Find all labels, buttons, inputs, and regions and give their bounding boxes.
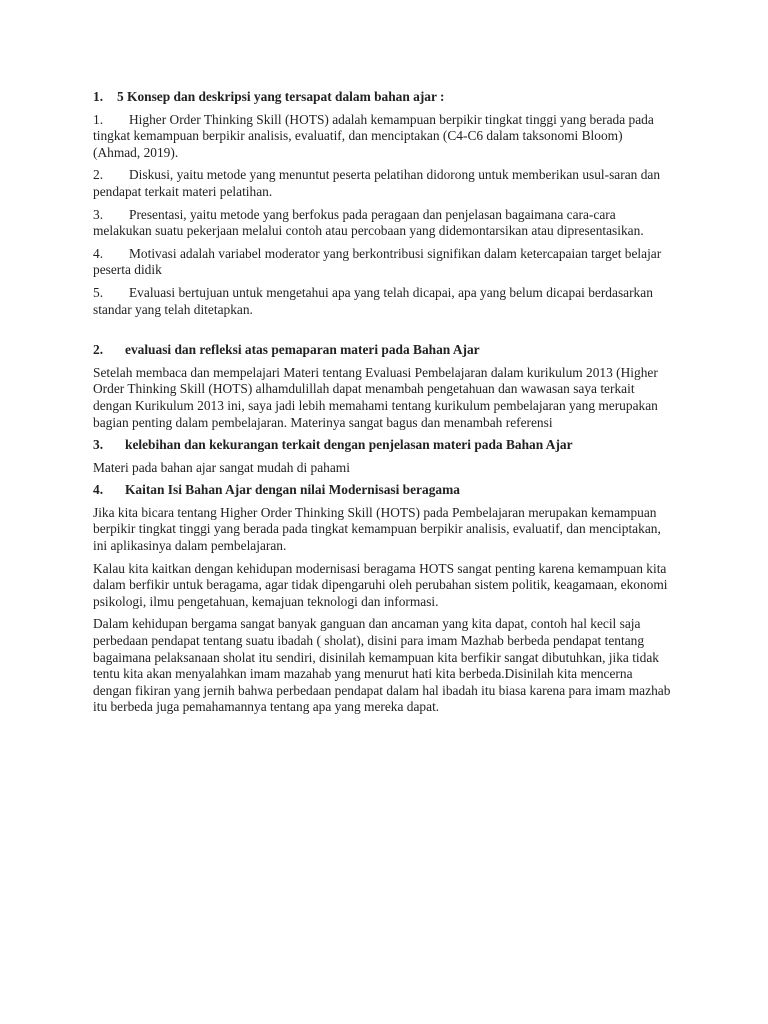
section-1-heading [93,89,673,106]
section-4-paragraph: Dalam kehidupan bergama sangat banyak ganguan dan ancaman yang kita dapat, contoh hal kecil saja perbedaan pendapat tentang suatu ibadah ( sholat), disini para imam Mazhab berbeda pendapat tentang bagaimana pelaksanaan sholat itu sendiri, disinilah kemampuan kita berfikir sangat dibutuhkan, jika tidak tentu kita akan menyalahkan imam mazahab yang menurut hati kita berbeda.Disinilah kita mencerna dengan fikiran yang jernih bahwa perbedaan pendapat dalam hal ibadah itu biasa karena para imam mazhab itu berbeda juga pemahamannya tentang apa yang mereka dapat. [93,616,671,715]
section-4-heading [93,482,673,499]
list-item-text: Presentasi, yaitu metode yang berfokus pada peragaan dan penjelasan bagaimana cara-cara melakukan suatu pekerjaan melalui contoh atau percobaan yang didemontarsikan atau dipresentasikan. [93,206,644,239]
list-item [93,207,673,240]
list-item [93,112,673,162]
section-number: 4. [93,482,104,498]
section-title: 5 Konsep dan deskripsi yang tersapat dalam bahan ajar : [117,89,445,104]
list-item-text: Motivasi adalah variabel moderator yang berkontribusi signifikan dalam ketercapaian target belajar peserta didik [93,245,662,278]
list-item-number: 2. [93,167,104,183]
section-title: evaluasi dan refleksi atas pemaparan materi pada Bahan Ajar [125,342,480,358]
list-item [93,167,673,200]
list-item-text: Higher Order Thinking Skill (HOTS) adalah kemampuan berpikir tingkat tinggi yang berada pada tingkat kemampuan berpikir analisis, evaluatif, dan menciptakan (C4-C6 dalam taksonomi Bloom) (Ahmad, 2019). [93,111,654,160]
list-item-number: 3. [93,206,104,222]
list-item-number: 4. [93,245,104,261]
section-number: 1. [93,89,104,104]
list-item [93,285,673,318]
list-item [93,246,673,279]
section-3-paragraph: Materi pada bahan ajar sangat mudah di pahami [93,459,350,475]
section-2-paragraph: Setelah membaca dan mempelajari Materi tentang Evaluasi Pembelajaran dalam kurikulum 2013 (Higher Order Thinking Skill (HOTS) alhamdulillah dapat menambah pengetahuan dan wawasan saya terkait dengan Kurikulum 2013 ini, saya jadi lebih memahami tentang kurikulum pembelajaran yang merupakan bagian penting dalam pembelajaran. Materinya sangat bagus dan menambah referensi [93,364,658,430]
list-item-text: Evaluasi bertujuan untuk mengetahui apa yang telah dicapai, apa yang belum dicapai berdasarkan standar yang telah ditetapkan. [93,284,653,317]
list-item-number: 1. [93,111,104,127]
section-4-paragraph: Jika kita bicara tentang Higher Order Thinking Skill (HOTS) pada Pembelajaran merupakan kemampuan berpikir tingkat tinggi yang berada pada tingkat kemampuan berpikir analisis, evaluatif, dan menciptakan, ini aplikasinya dalam pembelajaran. [93,504,661,554]
document-body [93,89,673,722]
section-3-heading [93,437,673,454]
section-2-heading [93,342,673,359]
section-title: kelebihan dan kekurangan terkait dengan penjelasan materi pada Bahan Ajar [125,437,573,453]
list-item-number: 5. [93,284,104,300]
section-4-paragraph: Kalau kita kaitkan dengan kehidupan modernisasi beragama HOTS sangat penting karena kemampuan kita dalam berfikir untuk beragama, agar tidak dipengaruhi oleh perubahan sistem politik, keagamaan, ekonomi psikologi, ilmu pengetahuan, kemajuan teknologi dan informasi. [93,560,668,609]
section-number: 3. [93,437,104,453]
section-title: Kaitan Isi Bahan Ajar dengan nilai Modernisasi beragama [125,482,460,498]
list-item-text: Diskusi, yaitu metode yang menuntut peserta pelatihan didorong untuk memberikan usul-saran dan pendapat terkait materi pelatihan. [93,167,661,199]
spacer [93,324,673,342]
section-number: 2. [93,342,104,358]
